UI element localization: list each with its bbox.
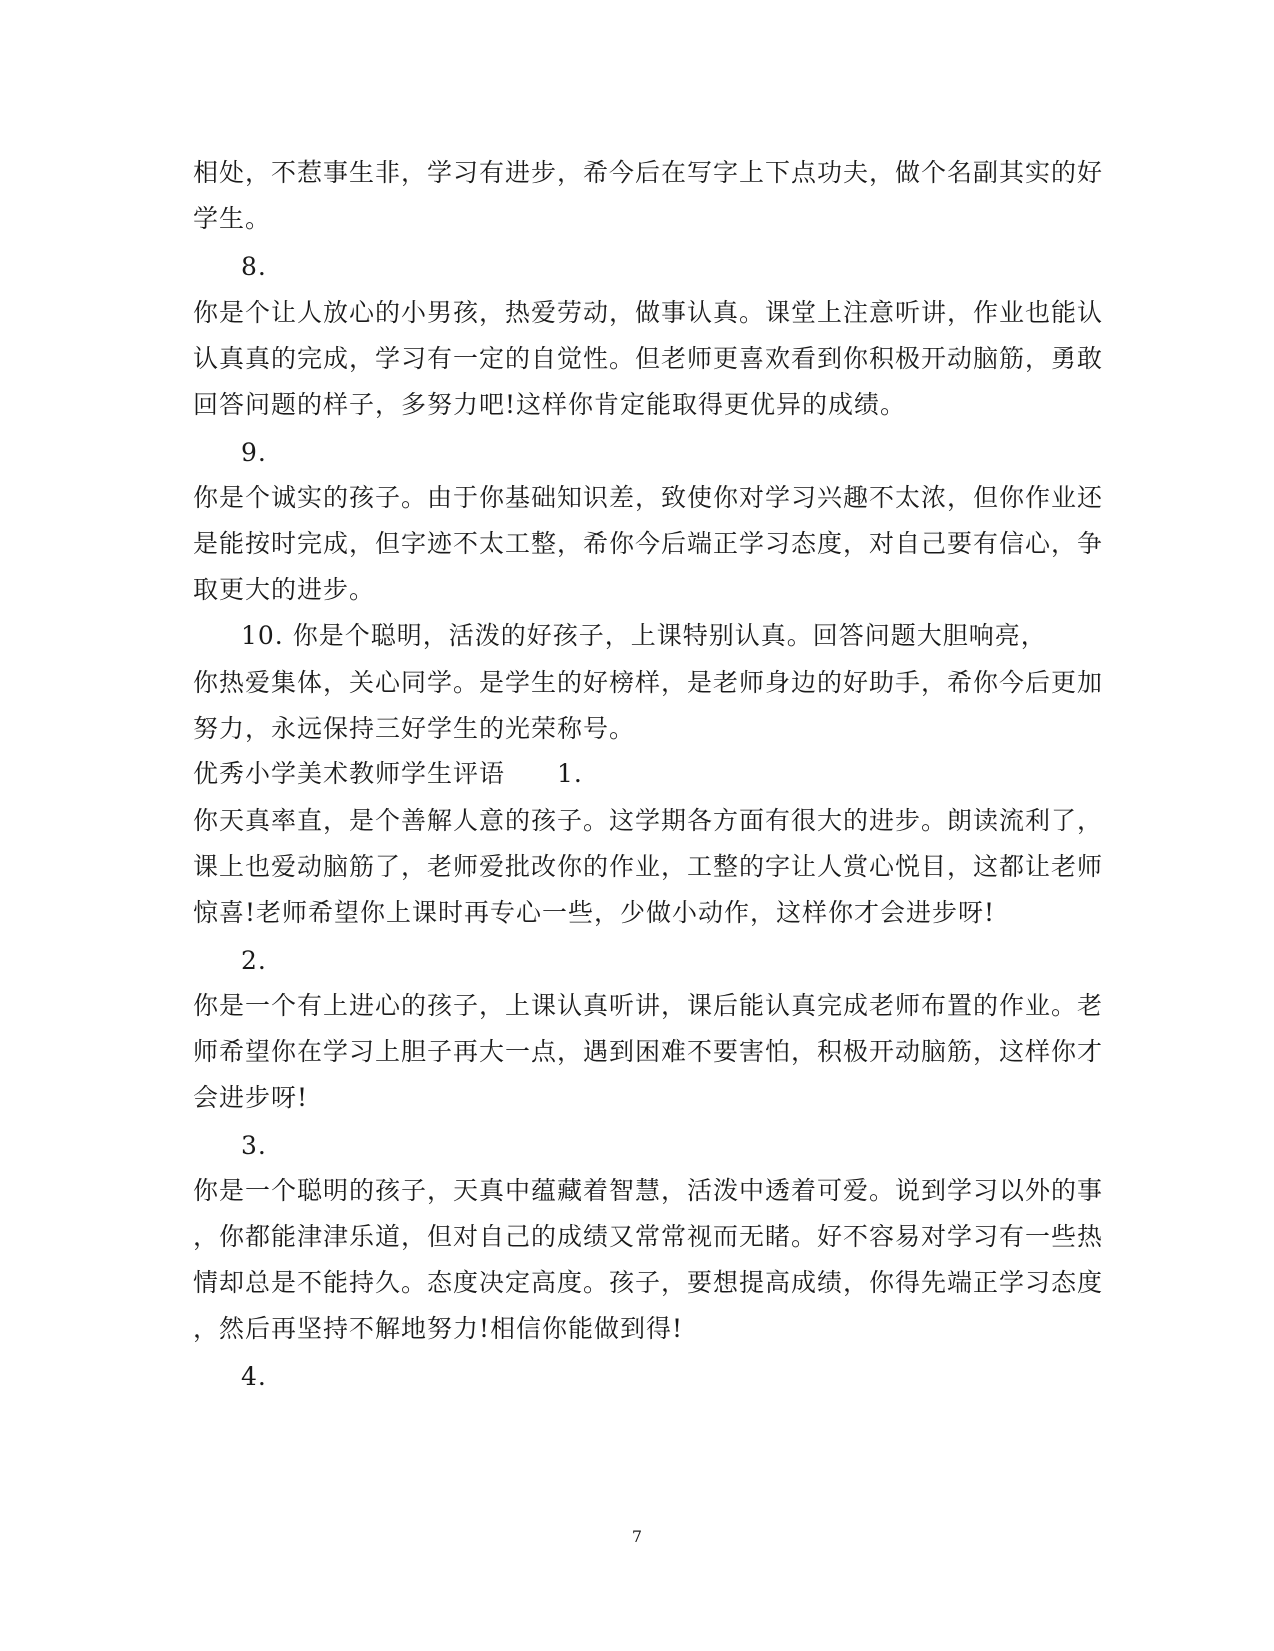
text-line: 你是一个聪明的孩子，天真中蕴藏着智慧，活泼中透着可爱。说到学习以外的事 xyxy=(193,1176,1104,1205)
text-line: 学生。 xyxy=(193,204,272,233)
text-line: 回答问题的样子，多努力吧!这样你肯定能取得更优异的成绩。 xyxy=(193,390,907,419)
text-line: 是能按时完成，但字迹不太工整，希你今后端正学习态度，对自己要有信心，争 xyxy=(193,529,1104,558)
text-line: 你热爱集体，关心同学。是学生的好榜样，是老师身边的好助手，希你今后更加 xyxy=(193,668,1104,697)
text-line: 取更大的进步。 xyxy=(193,575,376,604)
item-number: 1. xyxy=(557,759,583,788)
text-line: 会进步呀! xyxy=(193,1083,309,1112)
text-line: 认真真的完成，学习有一定的自觉性。但老师更喜欢看到你积极开动脑筋，勇敢 xyxy=(193,344,1104,373)
section-heading-text: 优秀小学美术教师学生评语 xyxy=(193,759,506,788)
text-line: 情却总是不能持久。态度决定高度。孩子，要想提高成绩，你得先端正学习态度 xyxy=(193,1268,1104,1297)
text-line: 你是个诚实的孩子。由于你基础知识差，致使你对学习兴趣不太浓，但你作业还 xyxy=(193,483,1104,512)
item-number: 2. xyxy=(241,946,267,975)
text-line: 师希望你在学习上胆子再大一点，遇到困难不要害怕，积极开动脑筋，这样你才 xyxy=(193,1037,1104,1066)
item-number: 3. xyxy=(241,1131,267,1160)
text-line: 你天真率直，是个善解人意的孩子。这学期各方面有很大的进步。朗读流利了， xyxy=(193,806,1104,835)
item-number: 4. xyxy=(241,1362,267,1391)
text-line: ，然后再坚持不解地努力!相信你能做到得! xyxy=(193,1314,684,1343)
text-line: 惊喜!老师希望你上课时再专心一些，少做小动作，这样你才会进步呀! xyxy=(193,898,996,927)
text-line: 10. 你是个聪明，活泼的好孩子，上课特别认真。回答问题大胆响亮， xyxy=(241,621,1047,650)
item-number: 9. xyxy=(241,438,267,467)
text-line: 你是个让人放心的小男孩，热爱劳动，做事认真。课堂上注意听讲，作业也能认 xyxy=(193,298,1104,327)
item-number: 8. xyxy=(241,252,267,281)
section-heading xyxy=(193,758,583,790)
page-number: 7 xyxy=(631,1527,643,1546)
text-line: 相处，不惹事生非，学习有进步，希今后在写字上下点功夫，做个名副其实的好 xyxy=(193,158,1104,187)
text-line: 你是一个有上进心的孩子，上课认真听讲，课后能认真完成老师布置的作业。老 xyxy=(193,991,1104,1020)
text-line: 课上也爱动脑筋了，老师爱批改你的作业，工整的字让人赏心悦目，这都让老师 xyxy=(193,852,1104,881)
text-line: 努力，永远保持三好学生的光荣称号。 xyxy=(193,714,636,743)
text-line: ，你都能津津乐道，但对自己的成绩又常常视而无睹。好不容易对学习有一些热 xyxy=(193,1222,1104,1251)
